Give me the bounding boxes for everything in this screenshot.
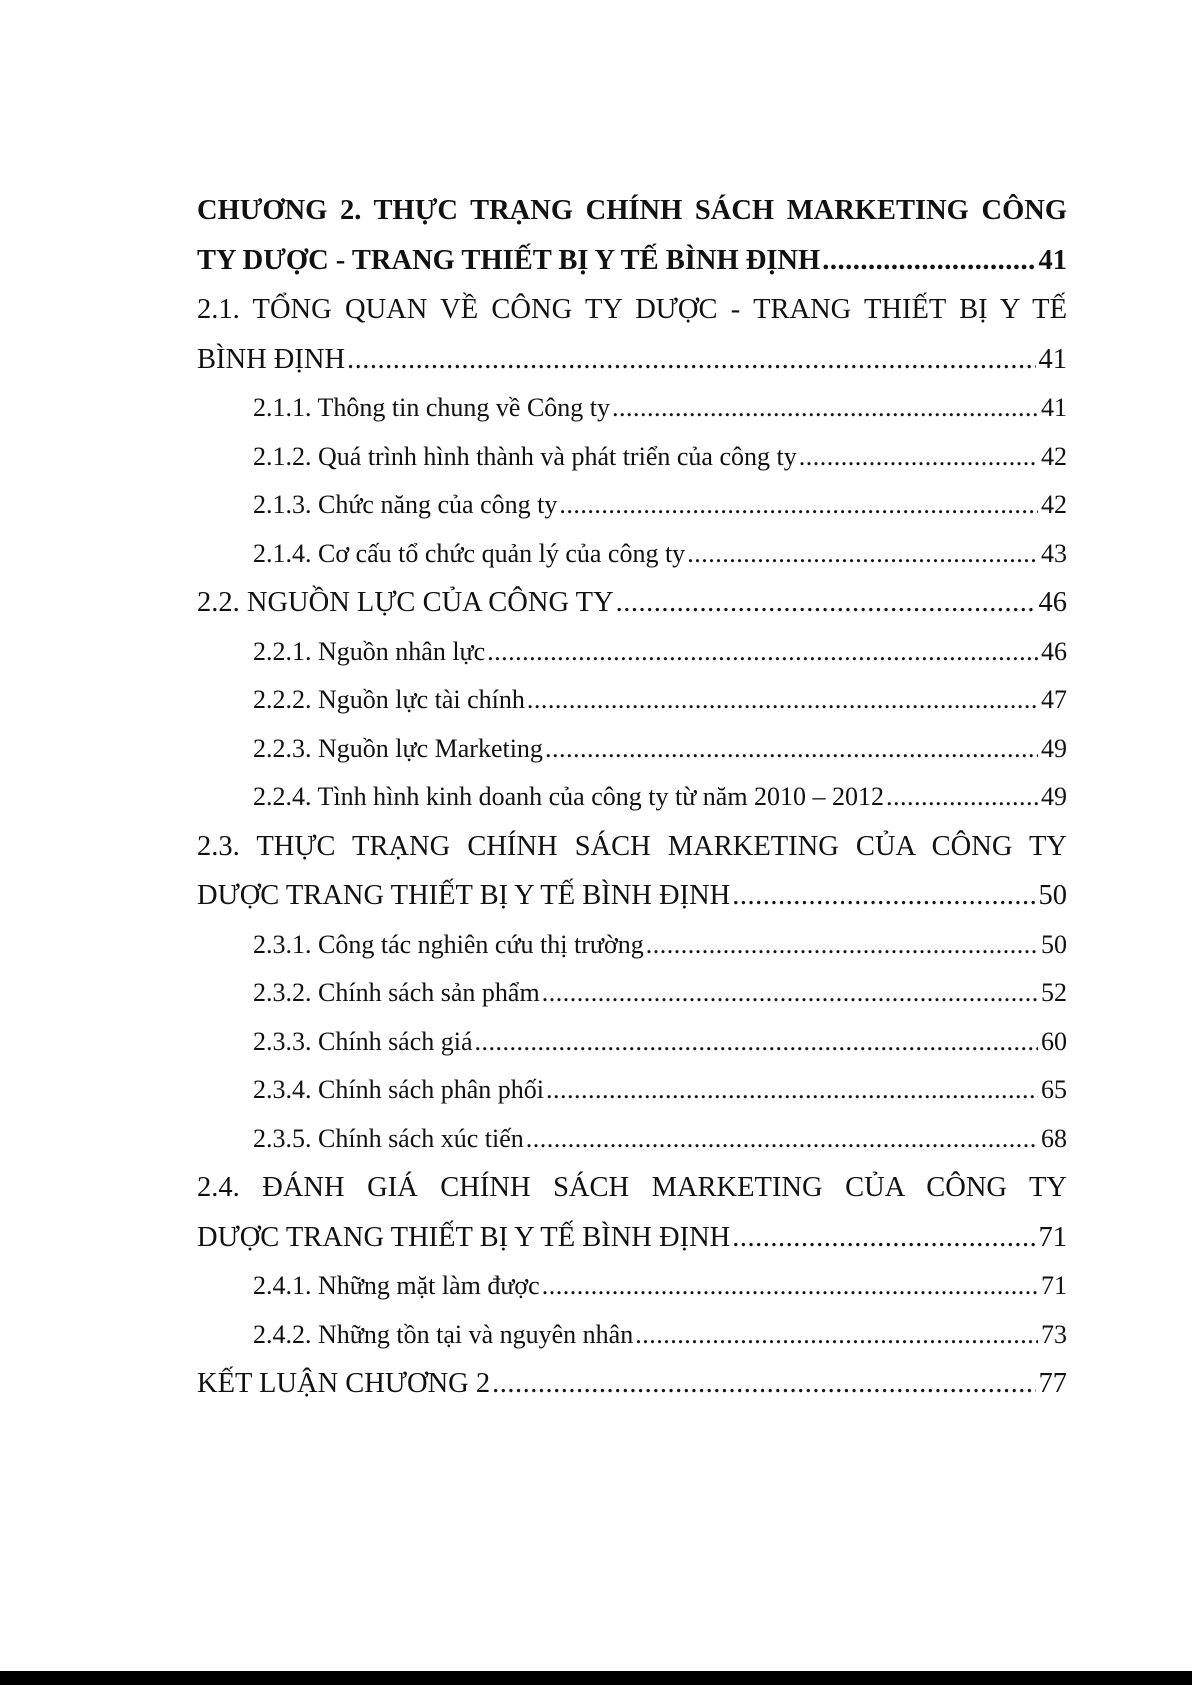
toc-subsection-label: 2.3.2. Chính sách sản phẩm [253,978,540,1007]
toc-page-number: 41 [1041,393,1067,422]
dot-leader [546,1066,1038,1115]
dot-leader [559,481,1038,530]
toc-subsection-2-3-5[interactable] [197,1115,1067,1164]
dot-leader [732,1213,1035,1263]
toc-subsection-label: 2.3.4. Chính sách phân phối [253,1075,545,1104]
toc-page-number: 49 [1041,733,1067,763]
toc-section-label: 2.2. NGUỒN LỰC CỦA CÔNG TY [197,587,614,618]
dot-leader [799,433,1038,482]
toc-page-number: 43 [1041,538,1067,568]
toc-page-number: 68 [1041,1123,1067,1153]
toc-section-2-1[interactable] [197,285,1067,384]
dot-leader [822,236,1035,286]
toc-subsection-label: 2.3.1. Công tác nghiên cứu thị trường [253,929,644,959]
dot-leader [612,384,1038,433]
toc-subsection-2-1-3[interactable] [197,481,1067,530]
toc-page-number: 47 [1041,685,1067,714]
dot-leader [487,628,1038,677]
toc-subsection-label: 2.1.1. Thông tin chung về Công ty [253,393,611,422]
toc-subsection-2-1-2[interactable] [197,433,1067,482]
toc-chapter-line1: CHƯƠNG 2. THỰC TRẠNG CHÍNH SÁCH MARKETING CÔNG [197,195,1067,226]
dot-leader [527,676,1038,725]
toc-subsection-label: 2.4.1. Những mặt làm được [253,1271,540,1300]
toc-subsection-2-3-2[interactable] [197,969,1067,1018]
toc-page-number: 50 [1038,880,1067,911]
toc-subsection-2-2-4[interactable] [197,773,1067,822]
toc-subsection-label: 2.3.3. Chính sách giá [253,1026,473,1056]
toc-subsection-label: 2.1.2. Quá trình hình thành và phát triển của công ty [253,441,797,471]
toc-subsection-2-3-1[interactable] [197,921,1067,970]
toc-chapter-line2 [197,236,1067,286]
toc-page-number: 60 [1041,1026,1067,1056]
toc-subsection-label: 2.1.4. Cơ cấu tổ chức quản lý của công ty [253,538,686,568]
toc-page-number: 46 [1041,636,1067,666]
table-of-contents [197,186,1067,1409]
toc-chapter-title-end: TY DƯỢC - TRANG THIẾT BỊ Y TẾ BÌNH ĐỊNH [197,244,821,276]
toc-subsection-2-3-4[interactable] [197,1066,1067,1115]
toc-page-number: 71 [1041,1271,1067,1300]
dot-leader [542,969,1038,1018]
toc-page-number: 42 [1041,490,1067,519]
toc-page-number: 71 [1038,1221,1067,1253]
toc-page-number: 77 [1038,1368,1067,1399]
toc-subsection-2-2-3[interactable] [197,725,1067,774]
toc-subsection-label: 2.1.3. Chức năng của công ty [253,490,558,519]
dot-leader [492,1359,1035,1409]
toc-page-number: 42 [1041,441,1067,471]
toc-subsection-2-3-3[interactable] [197,1018,1067,1067]
toc-conclusion-entry[interactable] [197,1359,1067,1409]
dot-leader [687,530,1038,579]
toc-subsection-2-1-1[interactable] [197,384,1067,433]
dot-leader [545,725,1038,774]
toc-section-2-2[interactable] [197,578,1067,628]
toc-subsection-label: 2.2.4. Tình hình kinh doanh của công ty từ năm 2010 – 2012 [253,782,885,811]
toc-subsection-2-1-4[interactable] [197,530,1067,579]
toc-section-line2 [197,335,1067,385]
toc-section-2-3[interactable] [197,822,1067,921]
toc-subsection-2-2-1[interactable] [197,628,1067,677]
toc-section-title-end: DƯỢC TRANG THIẾT BỊ Y TẾ BÌNH ĐỊNH [197,1221,731,1253]
toc-section-2-4[interactable] [197,1163,1067,1262]
toc-page-number: 41 [1038,244,1067,276]
dot-leader [347,335,1035,385]
toc-section-line2 [197,1213,1067,1263]
toc-section-title-end: BÌNH ĐỊNH [197,343,346,375]
dot-leader [542,1262,1038,1311]
toc-subsection-label: 2.2.2. Nguồn lực tài chính [253,685,525,714]
toc-section-line1: 2.4. ĐÁNH GIÁ CHÍNH SÁCH MARKETING CỦA CÔNG TY [197,1172,1067,1203]
toc-section-line1: 2.3. THỰC TRẠNG CHÍNH SÁCH MARKETING CỦA CÔNG TY [197,830,1067,862]
toc-page-number: 65 [1041,1075,1067,1104]
toc-chapter-entry[interactable] [197,186,1067,285]
dot-leader [616,578,1036,628]
toc-subsection-label: 2.2.3. Nguồn lực Marketing [253,733,543,763]
toc-section-title-end: DƯỢC TRANG THIẾT BỊ Y TẾ BÌNH ĐỊNH [197,880,731,911]
dot-leader [475,1018,1038,1067]
toc-subsection-label: 2.3.5. Chính sách xúc tiến [253,1123,524,1153]
toc-page-number: 49 [1041,782,1067,811]
toc-subsection-label: 2.4.2. Những tồn tại và nguyên nhân [253,1319,634,1349]
toc-page-number: 50 [1041,929,1067,959]
toc-section-line1: 2.1. TỔNG QUAN VỀ CÔNG TY DƯỢC - TRANG THIẾT BỊ Y TẾ [197,294,1067,325]
dot-leader [886,773,1038,822]
toc-subsection-2-2-2[interactable] [197,676,1067,725]
dot-leader [526,1115,1038,1164]
toc-subsection-2-4-1[interactable] [197,1262,1067,1311]
toc-subsection-label: 2.2.1. Nguồn nhân lực [253,636,486,666]
toc-page-number: 41 [1038,343,1067,375]
dot-leader [732,871,1035,921]
toc-subsection-2-4-2[interactable] [197,1311,1067,1360]
page-bottom-border [0,1671,1192,1685]
dot-leader [635,1311,1038,1360]
dot-leader [646,921,1038,970]
toc-conclusion-label: KẾT LUẬN CHƯƠNG 2 [197,1368,491,1399]
toc-section-line2 [197,871,1067,921]
toc-page-number: 73 [1041,1319,1067,1349]
toc-page-number: 52 [1041,978,1067,1007]
toc-page-number: 46 [1038,587,1067,618]
